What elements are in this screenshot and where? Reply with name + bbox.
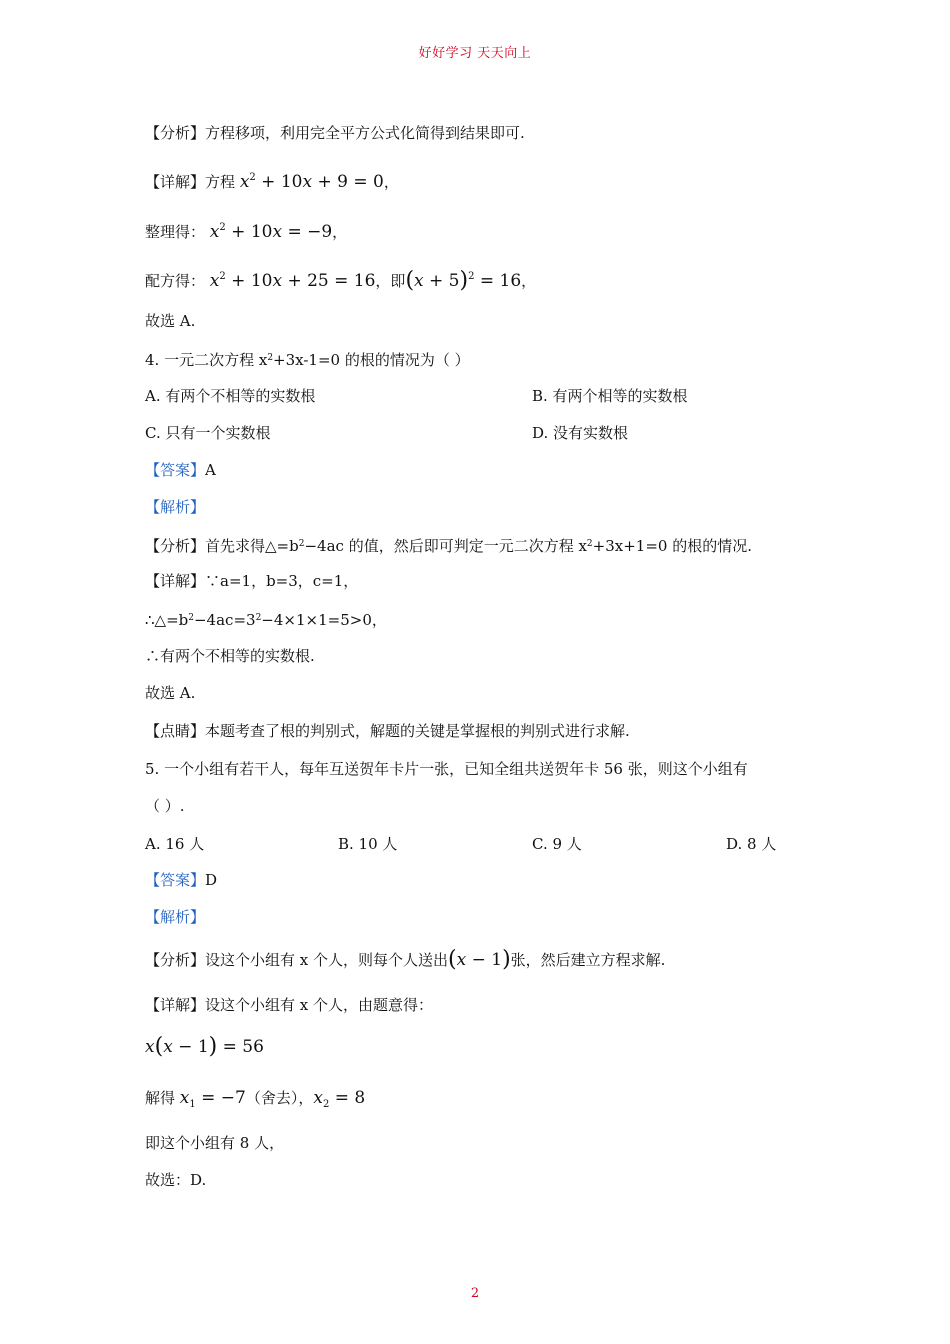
q4-solution-tag: 【解析】 xyxy=(145,498,206,516)
q5-solution-tag: 【解析】 xyxy=(145,908,206,926)
q3-detail: 【详解】方程 $x^2 + 10x + 9 = 0$， xyxy=(145,172,399,192)
q4-detail: 【详解】∵a=1，b=3，c=1， xyxy=(145,572,359,590)
q4-conclusion: 故选 A. xyxy=(145,684,196,702)
q5-equation: x(x − 1) = 56 xyxy=(145,1034,264,1059)
equation-4: $(x + 5)^2 = 16$ xyxy=(405,268,522,293)
analysis-tag: 【分析】 xyxy=(145,124,206,142)
detail-tag: 【详解】 xyxy=(145,173,206,191)
q5-option-a: A. 16 人 xyxy=(145,835,205,853)
q4-analysis: 【分析】首先求得$\triangle=b^2-4ac$ 的值，然后即可判定一元二次方程 $x^2+3x+1=0$ 的根的情况. xyxy=(145,537,752,555)
q5-result: 即这个小组有 8 人， xyxy=(145,1134,285,1152)
q5-option-c: C. 9 人 xyxy=(532,835,582,853)
page-number: 2 xyxy=(470,1286,480,1301)
q5-stem: 5. 一个小组有若干人，每年互送贺年卡片一张，已知全组共送贺年卡 56 张，则这个小组有 xyxy=(145,760,748,778)
q4-comment: 【点睛】本题考查了根的判别式，解题的关键是掌握根的判别式进行求解. xyxy=(145,722,630,740)
q5-analysis: 【分析】设这个小组有 x 个人，则每个人送出(x − 1)张，然后建立方程求解. xyxy=(145,947,666,972)
q3-analysis xyxy=(145,123,525,143)
q5-conclusion: 故选：D. xyxy=(145,1171,207,1189)
q5-stem-2: （ ）. xyxy=(145,797,185,815)
equation-2: $x^2 + 10x = -9$ xyxy=(209,222,333,242)
q4-option-d: D. 没有实数根 xyxy=(532,424,629,442)
equation-3: $x^2 + 10x + 25 = 16$ xyxy=(209,271,376,291)
q5-detail: 【详解】设这个小组有 x 个人，由题意得： xyxy=(145,996,434,1014)
equation-1: $x^2 + 10x + 9 = 0$ xyxy=(239,172,384,192)
q4-option-a: A. 有两个不相等的实数根 xyxy=(145,387,316,405)
analysis-text: 方程移项，利用完全平方公式化简得到结果即可. xyxy=(205,124,525,142)
q5-option-d: D. 8 人 xyxy=(726,835,777,853)
answer-tag: 【答案】 xyxy=(145,871,206,889)
q4-result: ∴有两个不相等的实数根. xyxy=(145,647,315,665)
page-header: 好好学习 天天向上 xyxy=(418,46,532,61)
q4-option-c: C. 只有一个实数根 xyxy=(145,424,271,442)
q4-option-b: B. 有两个相等的实数根 xyxy=(532,387,688,405)
answer-tag: 【答案】 xyxy=(145,461,206,479)
q3-tidy: 整理得： $x^2 + 10x = -9$， xyxy=(145,222,348,242)
q5-solutions: 解得 $x_1 = -7$（舍去），$x_2 = 8$ xyxy=(145,1088,366,1110)
q3-conclusion: 故选 A. xyxy=(145,312,196,330)
q4-stem: 4. 一元二次方程 $x^2+3x-1=0$ 的根的情况为（ ） xyxy=(145,351,470,369)
q3-complete-square: 配方得： $x^2 + 10x + 25 = 16$，即$(x + 5)^2 = 16$， xyxy=(145,268,537,293)
q5-option-b: B. 10 人 xyxy=(338,835,398,853)
q5-answer: 【答案】D xyxy=(145,871,218,889)
q4-answer: 【答案】A xyxy=(145,461,216,479)
q4-discriminant: $\therefore\triangle=b^2-4ac=3^2-4\times 1\times 1=5>0$， xyxy=(145,611,387,629)
